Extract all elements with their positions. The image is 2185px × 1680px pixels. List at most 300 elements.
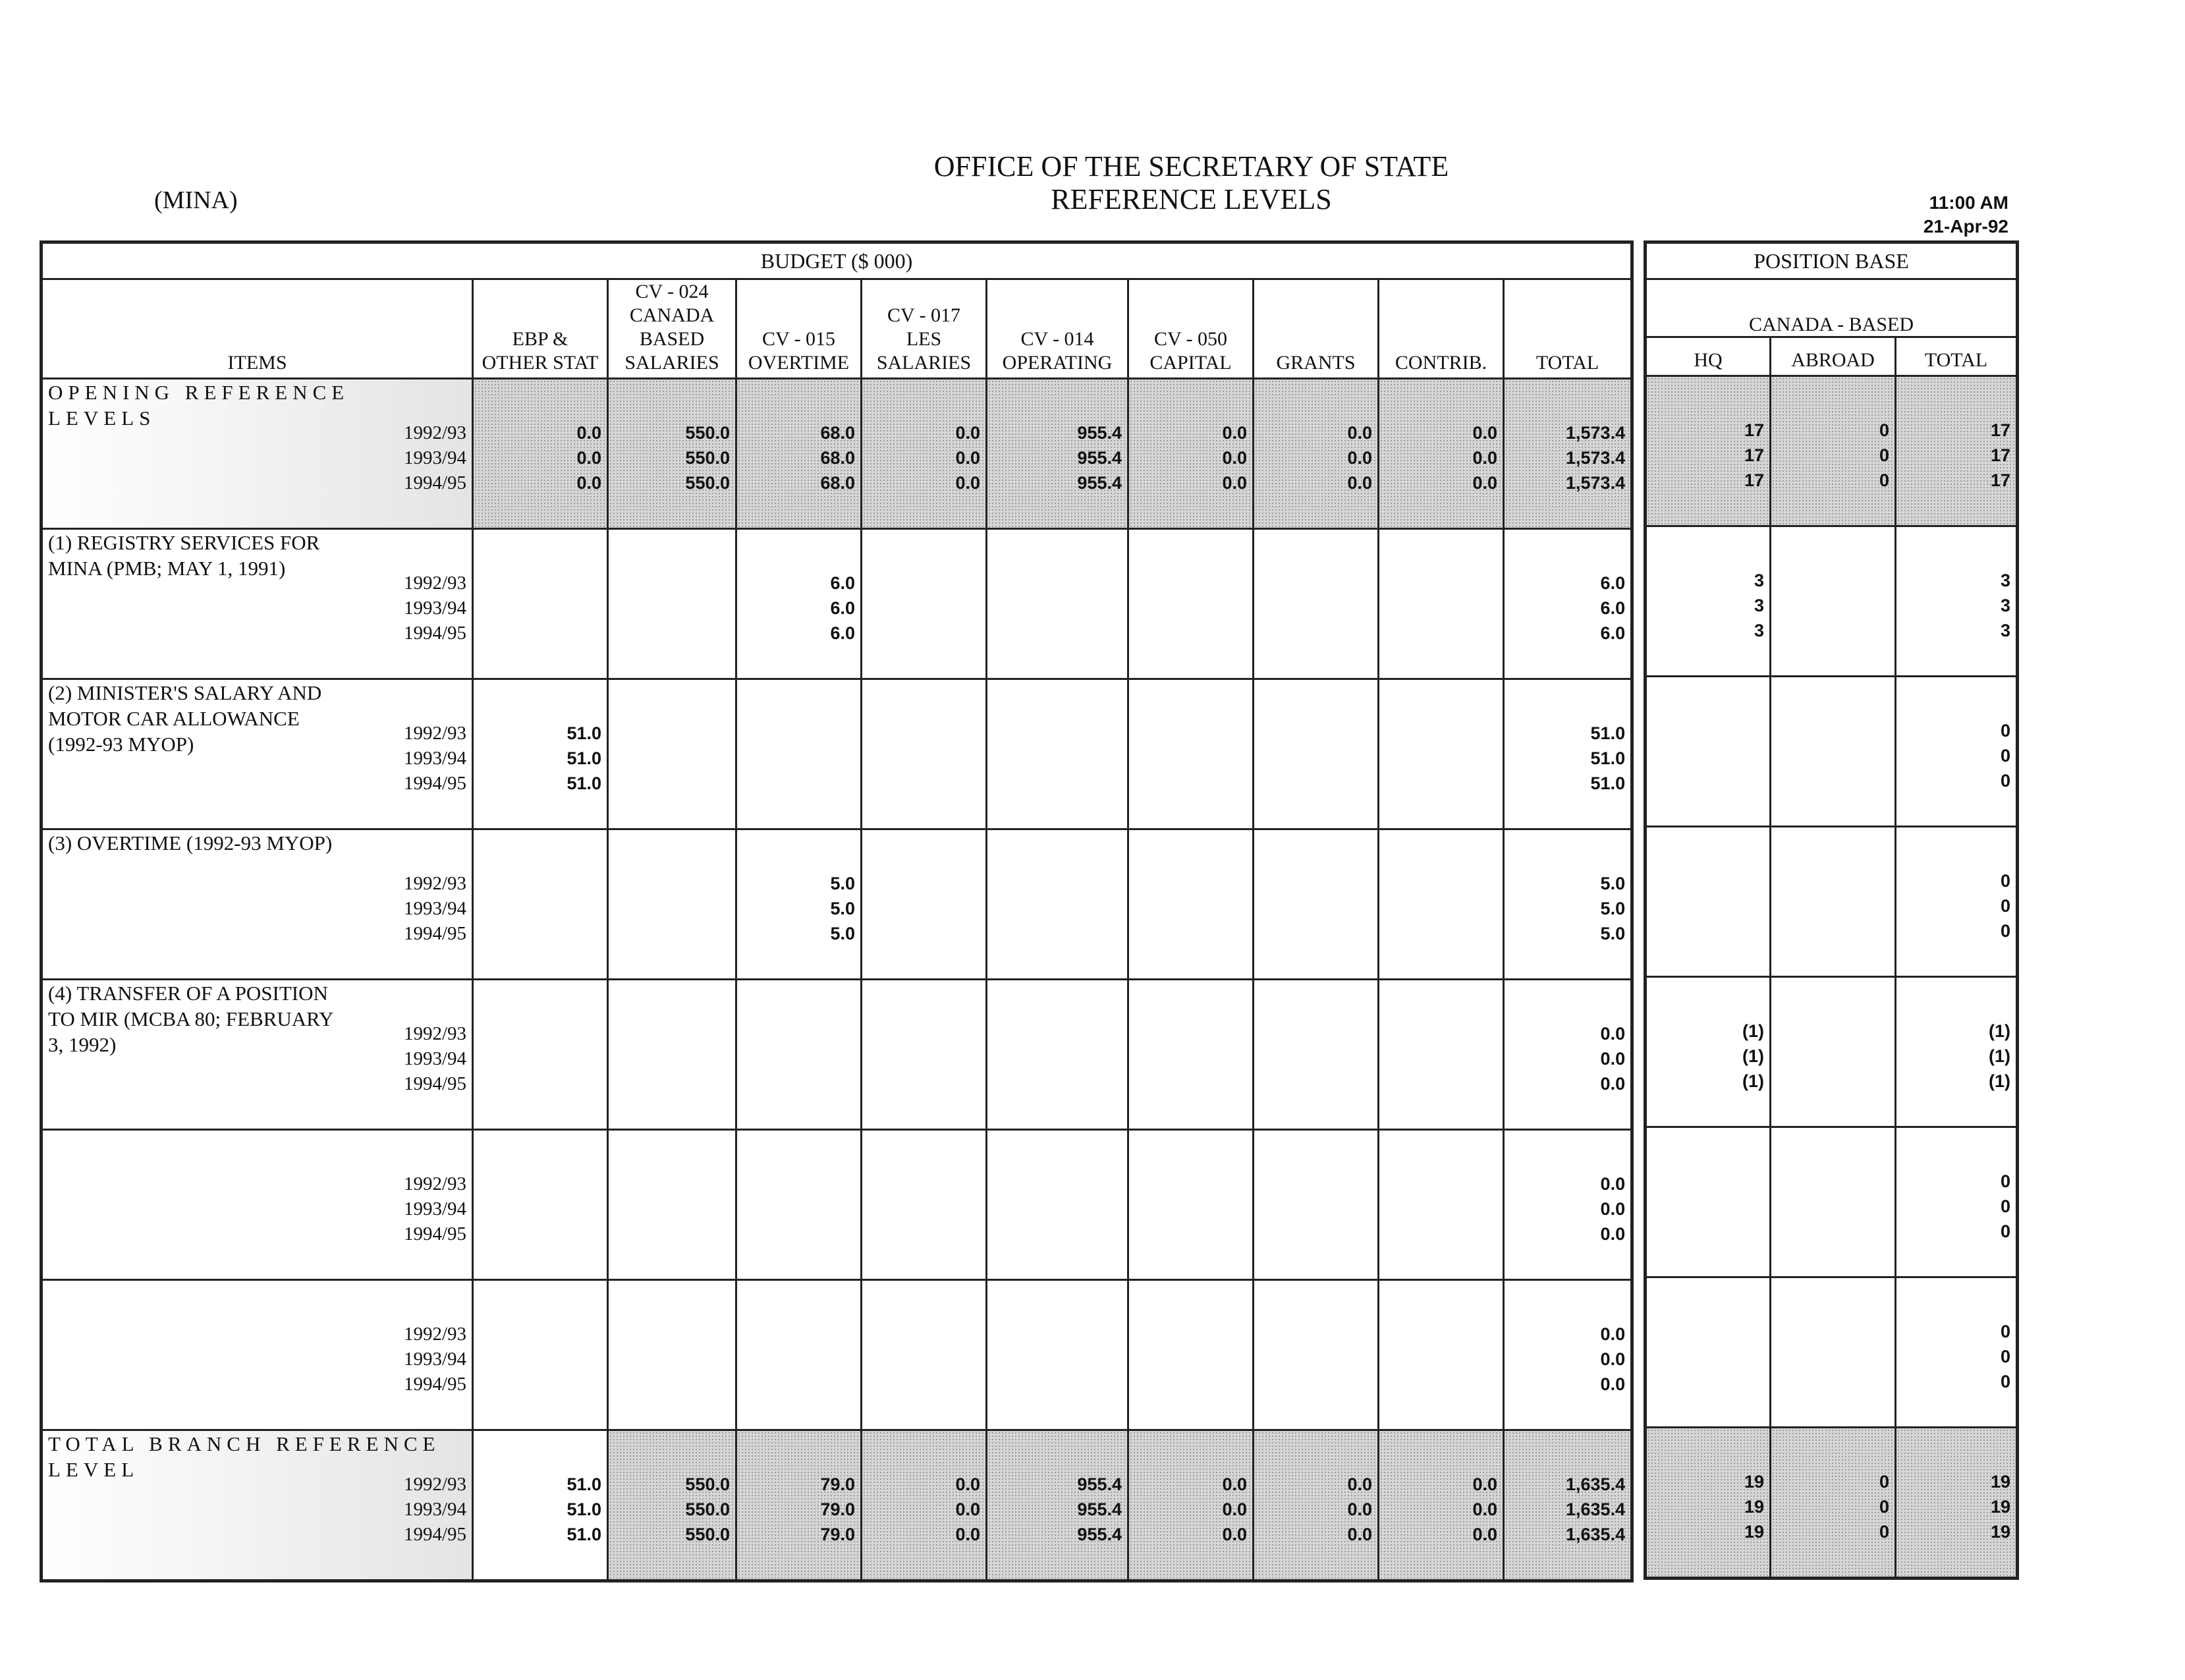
- position-value: [1652, 1219, 1764, 1244]
- budget-cell: [1379, 980, 1504, 1130]
- budget-cell: [1379, 529, 1504, 679]
- position-value: 0: [2001, 771, 2011, 791]
- budget-value: 6.0: [830, 573, 855, 593]
- budget-cell: [1504, 1430, 1632, 1581]
- value-lines: [614, 871, 730, 946]
- budget-value: [479, 871, 601, 896]
- position-value: [1652, 1169, 1764, 1194]
- budget-value: [1134, 1322, 1247, 1347]
- value-lines: [868, 420, 980, 495]
- budget-cell: [1128, 679, 1254, 829]
- position-value: 19: [1744, 1497, 1764, 1517]
- budget-value: [868, 871, 980, 896]
- budget-value: 0.0: [1472, 1499, 1497, 1519]
- fiscal-year: 1993/94: [403, 748, 466, 769]
- value-lines: [742, 721, 855, 796]
- budget-value: [1134, 746, 1247, 771]
- fiscal-years: [381, 721, 466, 796]
- budget-value: [868, 721, 980, 746]
- budget-value: [614, 921, 730, 946]
- column-header: [1254, 279, 1379, 379]
- column-header-label: SALARIES: [876, 352, 972, 374]
- budget-value: [614, 621, 730, 646]
- budget-cell: [1254, 379, 1379, 529]
- value-lines: [1510, 1472, 1625, 1547]
- position-value: 0: [2001, 896, 2011, 916]
- budget-value: [479, 921, 601, 946]
- budget-value: [479, 1196, 601, 1221]
- budget-value: 0.0: [1222, 423, 1247, 443]
- budget-cell: [1504, 980, 1632, 1130]
- value-lines: [742, 571, 855, 646]
- budget-value: 0.0: [576, 423, 601, 443]
- position-cell: [1896, 977, 2018, 1127]
- fiscal-year: 1993/94: [403, 1499, 466, 1520]
- value-lines: [742, 1171, 855, 1246]
- value-lines: [1385, 420, 1497, 495]
- value-lines: [1902, 1469, 2010, 1544]
- fiscal-years: [381, 1322, 466, 1397]
- budget-value: [993, 1322, 1122, 1347]
- position-value: [1652, 1194, 1764, 1219]
- budget-value: [614, 746, 730, 771]
- budget-value: [1134, 1372, 1247, 1397]
- column-header-label: ITEMS: [227, 352, 287, 374]
- budget-value: [479, 1221, 601, 1246]
- budget-value: 79.0: [820, 1474, 855, 1494]
- position-cell: [1896, 1428, 2018, 1579]
- budget-cell: [1379, 1280, 1504, 1430]
- budget-cell: [862, 980, 987, 1130]
- column-header-top: CV - 017 LES: [887, 304, 961, 350]
- value-lines: [868, 571, 980, 646]
- budget-value: [1385, 1021, 1497, 1046]
- column-header: [736, 279, 862, 379]
- value-lines: [1777, 1019, 1889, 1094]
- value-lines: [993, 721, 1122, 796]
- position-value: 0: [1879, 1497, 1889, 1517]
- budget-value: [993, 596, 1122, 621]
- position-value: 17: [1744, 445, 1764, 465]
- budget-cell: [736, 529, 862, 679]
- section-row: [41, 1280, 1632, 1430]
- budget-value: 955.4: [1077, 1525, 1122, 1544]
- budget-value: [1259, 1071, 1372, 1096]
- fiscal-year: 1993/94: [403, 1198, 466, 1219]
- budget-value: [993, 1372, 1122, 1397]
- value-lines: [1777, 1319, 1889, 1394]
- fiscal-year: 1992/93: [403, 1173, 466, 1194]
- position-cell: [1896, 1127, 2018, 1277]
- budget-value: [1385, 571, 1497, 596]
- budget-value: [1385, 1372, 1497, 1397]
- budget-value: [868, 571, 980, 596]
- position-value: 17: [1744, 420, 1764, 440]
- position-value: 0: [2001, 1322, 2011, 1341]
- value-lines: [614, 571, 730, 646]
- budget-value: [993, 621, 1122, 646]
- budget-value: [1134, 721, 1247, 746]
- title-line-1: OFFICE OF THE SECRETARY OF STATE: [933, 150, 1449, 182]
- budget-value: [1385, 896, 1497, 921]
- value-lines: [1259, 1171, 1372, 1246]
- budget-value: 0.0: [1222, 1525, 1247, 1544]
- position-value: 0: [1879, 1522, 1889, 1542]
- budget-value: [868, 1021, 980, 1046]
- budget-cell: [1254, 1430, 1379, 1581]
- budget-value: [868, 1347, 980, 1372]
- value-lines: [1652, 1469, 1764, 1544]
- budget-cell: [608, 1430, 736, 1581]
- value-lines: [1777, 418, 1889, 493]
- budget-cell: [862, 379, 987, 529]
- position-value: 0: [1879, 1472, 1889, 1492]
- budget-cell: [1504, 379, 1632, 529]
- value-lines: [1259, 420, 1372, 495]
- position-value: [1652, 743, 1764, 768]
- value-lines: [1777, 718, 1889, 793]
- budget-value: [1259, 621, 1372, 646]
- budget-value: [1134, 571, 1247, 596]
- budget-value: 0.0: [1600, 1224, 1626, 1244]
- value-lines: [479, 871, 601, 946]
- section-name: (4) TRANSFER OF A POSITION TO MIR (MCBA 80; FEBRUARY 3, 1992): [48, 982, 333, 1056]
- fiscal-year: 1993/94: [403, 447, 466, 468]
- value-lines: [742, 1472, 855, 1547]
- budget-value: [742, 746, 855, 771]
- budget-value: 0.0: [1472, 423, 1497, 443]
- budget-value: 5.0: [1600, 899, 1626, 918]
- column-header: [987, 279, 1128, 379]
- budget-value: [1134, 1347, 1247, 1372]
- budget-value: 955.4: [1077, 448, 1122, 468]
- budget-value: 0.0: [1600, 1349, 1626, 1369]
- budget-value: 0.0: [1600, 1024, 1626, 1044]
- section-items-cell: [41, 529, 473, 679]
- budget-value: [479, 1071, 601, 1096]
- value-lines: [868, 721, 980, 796]
- budget-value: 0.0: [955, 423, 980, 443]
- budget-cell: [473, 980, 608, 1130]
- position-section-row: [1646, 977, 2018, 1127]
- budget-value: [614, 871, 730, 896]
- budget-value: 0.0: [1347, 1474, 1372, 1494]
- budget-value: [868, 1221, 980, 1246]
- position-cell: [1771, 526, 1896, 677]
- position-value: 3: [2001, 621, 2011, 640]
- value-lines: [1385, 721, 1497, 796]
- fiscal-year: 1992/93: [403, 1324, 466, 1345]
- budget-value: 0.0: [1347, 1525, 1372, 1544]
- value-lines: [614, 1021, 730, 1096]
- budget-cell: [1128, 379, 1254, 529]
- position-cell: [1771, 1428, 1896, 1579]
- budget-value: 0.0: [955, 448, 980, 468]
- position-value: 0: [2001, 746, 2011, 766]
- value-lines: [742, 871, 855, 946]
- budget-value: 0.0: [1472, 473, 1497, 493]
- budget-value: 955.4: [1077, 1474, 1122, 1494]
- budget-cell: [1379, 379, 1504, 529]
- budget-value: 955.4: [1077, 473, 1122, 493]
- fiscal-year: 1992/93: [403, 1474, 466, 1495]
- budget-value: 0.0: [576, 473, 601, 493]
- budget-value: 0.0: [1347, 1499, 1372, 1519]
- budget-value: 51.0: [567, 748, 601, 768]
- budget-value: [479, 621, 601, 646]
- value-lines: [1902, 1019, 2010, 1094]
- position-value: 0: [2001, 871, 2011, 891]
- budget-value: 51.0: [567, 773, 601, 793]
- timestamp: [1923, 191, 2008, 238]
- position-value: [1777, 1319, 1889, 1344]
- budget-value: [614, 1196, 730, 1221]
- value-lines: [1652, 1019, 1764, 1094]
- budget-value: [614, 1372, 730, 1397]
- budget-value: 0.0: [1600, 1374, 1626, 1394]
- budget-value: [993, 1071, 1122, 1096]
- budget-value: 0.0: [1222, 473, 1247, 493]
- position-cell: [1646, 1277, 1771, 1428]
- column-header: [1128, 279, 1254, 379]
- value-lines: [1652, 868, 1764, 943]
- budget-value: [614, 571, 730, 596]
- budget-cell: [608, 980, 736, 1130]
- position-cell: [1646, 376, 1771, 526]
- value-lines: [1134, 1472, 1247, 1547]
- budget-value: [868, 921, 980, 946]
- position-section-row: [1646, 1127, 2018, 1277]
- section-items-cell: [41, 980, 473, 1130]
- budget-value: [742, 721, 855, 746]
- budget-value: [479, 571, 601, 596]
- budget-cell: [1504, 1280, 1632, 1430]
- budget-value: 5.0: [830, 874, 855, 893]
- value-lines: [479, 1472, 601, 1547]
- budget-value: [1134, 1021, 1247, 1046]
- column-header: [862, 279, 987, 379]
- value-lines: [1134, 721, 1247, 796]
- budget-caption: BUDGET ($ 000): [41, 242, 1632, 279]
- position-value: 3: [1754, 571, 1764, 590]
- budget-value: [479, 1372, 601, 1397]
- section-row: [41, 1130, 1632, 1280]
- budget-value: [479, 596, 601, 621]
- budget-cell: [473, 829, 608, 980]
- position-value: 0: [2001, 1347, 2011, 1366]
- budget-value: [614, 1046, 730, 1071]
- budget-cell: [987, 1430, 1128, 1581]
- budget-value: [479, 896, 601, 921]
- fiscal-years: [381, 871, 466, 946]
- budget-value: [1385, 771, 1497, 796]
- value-lines: [1510, 871, 1625, 946]
- budget-cell: [608, 1130, 736, 1280]
- value-lines: [1134, 1322, 1247, 1397]
- column-header-label: TOTAL: [1535, 352, 1599, 374]
- budget-value: 550.0: [685, 473, 730, 493]
- budget-value: [742, 771, 855, 796]
- budget-value: 51.0: [1590, 773, 1626, 793]
- position-value: (1): [1989, 1021, 2011, 1041]
- value-lines: [614, 1322, 730, 1397]
- budget-value: [993, 721, 1122, 746]
- budget-value: [1134, 1171, 1247, 1196]
- budget-value: [742, 1372, 855, 1397]
- value-lines: [993, 571, 1122, 646]
- position-value: [1777, 718, 1889, 743]
- document-tag: (MINA): [154, 186, 238, 214]
- fiscal-year: 1992/93: [403, 422, 466, 443]
- value-lines: [1510, 721, 1625, 796]
- budget-value: [1385, 1322, 1497, 1347]
- budget-value: 0.0: [1347, 448, 1372, 468]
- position-value: 17: [1744, 470, 1764, 490]
- section-items-cell: [41, 1130, 473, 1280]
- position-value: [1652, 768, 1764, 793]
- budget-value: 0.0: [1600, 1199, 1626, 1219]
- budget-value: 0.0: [1222, 448, 1247, 468]
- value-lines: [993, 1472, 1122, 1547]
- budget-value: 1,573.4: [1566, 448, 1626, 468]
- budget-value: [742, 1021, 855, 1046]
- value-lines: [614, 721, 730, 796]
- section-name: (2) MINISTER'S SALARY AND MOTOR CAR ALLOWANCE (1992-93 MYOP): [48, 681, 322, 756]
- budget-value: 0.0: [1472, 448, 1497, 468]
- value-lines: [868, 1472, 980, 1547]
- budget-value: [614, 1071, 730, 1096]
- section-row: [41, 679, 1632, 829]
- budget-cell: [862, 829, 987, 980]
- budget-cell: [608, 529, 736, 679]
- column-header-label: CAPITAL: [1149, 352, 1232, 374]
- position-section-row: [1646, 827, 2018, 977]
- budget-value: [742, 1196, 855, 1221]
- position-value: (1): [1742, 1046, 1764, 1066]
- fiscal-year: 1992/93: [403, 723, 466, 744]
- budget-cell: [1254, 679, 1379, 829]
- budget-value: [868, 1171, 980, 1196]
- budget-value: 6.0: [1600, 623, 1626, 643]
- position-value: [1777, 1044, 1889, 1069]
- budget-cell: [1128, 529, 1254, 679]
- budget-value: [1134, 1196, 1247, 1221]
- position-value: [1652, 918, 1764, 943]
- budget-value: [742, 1347, 855, 1372]
- budget-cell: [1128, 980, 1254, 1130]
- budget-value: 6.0: [830, 598, 855, 618]
- budget-value: 6.0: [1600, 573, 1626, 593]
- fiscal-year: 1994/95: [403, 1073, 466, 1094]
- value-lines: [479, 1021, 601, 1096]
- budget-cell: [1254, 1130, 1379, 1280]
- position-value: (1): [1989, 1071, 2011, 1091]
- budget-value: [479, 1021, 601, 1046]
- budget-value: [993, 921, 1122, 946]
- budget-value: 0.0: [1600, 1049, 1626, 1069]
- budget-value: [1134, 596, 1247, 621]
- budget-value: [993, 1347, 1122, 1372]
- position-cell: [1896, 1277, 2018, 1428]
- column-header: HQ: [1646, 337, 1771, 376]
- budget-cell: [1128, 829, 1254, 980]
- value-lines: [1652, 418, 1764, 493]
- budget-cell: [987, 379, 1128, 529]
- canada-based-caption: CANADA - BASED: [1646, 279, 2018, 337]
- value-lines: [1385, 571, 1497, 646]
- budget-value: [868, 746, 980, 771]
- value-lines: [1259, 871, 1372, 946]
- fiscal-year: 1992/93: [403, 573, 466, 594]
- budget-value: [1385, 721, 1497, 746]
- position-value: 3: [1754, 621, 1764, 640]
- value-lines: [1259, 721, 1372, 796]
- column-header: [1379, 279, 1504, 379]
- budget-value: [993, 1046, 1122, 1071]
- value-lines: [993, 1021, 1122, 1096]
- time-text: 11:00 AM: [1929, 192, 2008, 213]
- budget-value: 0.0: [1600, 1324, 1626, 1344]
- position-value: [1777, 1069, 1889, 1094]
- column-header-top: CV - 050: [1153, 328, 1228, 350]
- position-value: 3: [1754, 596, 1764, 615]
- position-value: 0: [1879, 445, 1889, 465]
- fiscal-years: [381, 1472, 466, 1547]
- budget-value: [993, 1021, 1122, 1046]
- budget-value: [868, 596, 980, 621]
- position-value: [1777, 893, 1889, 918]
- position-cell: [1646, 977, 1771, 1127]
- value-lines: [614, 420, 730, 495]
- budget-cell: [987, 679, 1128, 829]
- budget-cell: [862, 679, 987, 829]
- budget-value: 5.0: [1600, 874, 1626, 893]
- position-section-row: [1646, 526, 2018, 677]
- budget-value: 1,635.4: [1566, 1499, 1626, 1519]
- budget-cell: [736, 1280, 862, 1430]
- budget-value: [479, 1322, 601, 1347]
- position-value: [1777, 743, 1889, 768]
- position-value: [1777, 593, 1889, 618]
- budget-cell: [862, 1280, 987, 1430]
- budget-value: 0.0: [1347, 473, 1372, 493]
- value-lines: [1777, 568, 1889, 643]
- budget-value: 68.0: [820, 473, 855, 493]
- budget-cell: [736, 1430, 862, 1581]
- position-section-row: [1646, 1428, 2018, 1579]
- value-lines: [1510, 571, 1625, 646]
- budget-value: [614, 596, 730, 621]
- position-value: [1652, 1319, 1764, 1344]
- budget-value: [1134, 621, 1247, 646]
- fiscal-year: 1994/95: [403, 1374, 466, 1395]
- value-lines: [479, 721, 601, 796]
- fiscal-year: 1993/94: [403, 598, 466, 619]
- budget-value: [1385, 1347, 1497, 1372]
- budget-cell: [473, 529, 608, 679]
- budget-value: [1259, 921, 1372, 946]
- budget-value: [614, 1171, 730, 1196]
- value-lines: [1385, 1171, 1497, 1246]
- position-value: [1777, 868, 1889, 893]
- budget-value: [614, 896, 730, 921]
- section-row: [41, 829, 1632, 980]
- value-lines: [1259, 1472, 1372, 1547]
- value-lines: [479, 1171, 601, 1246]
- budget-cell: [987, 980, 1128, 1130]
- budget-value: [614, 1221, 730, 1246]
- position-value: 19: [1990, 1472, 2011, 1492]
